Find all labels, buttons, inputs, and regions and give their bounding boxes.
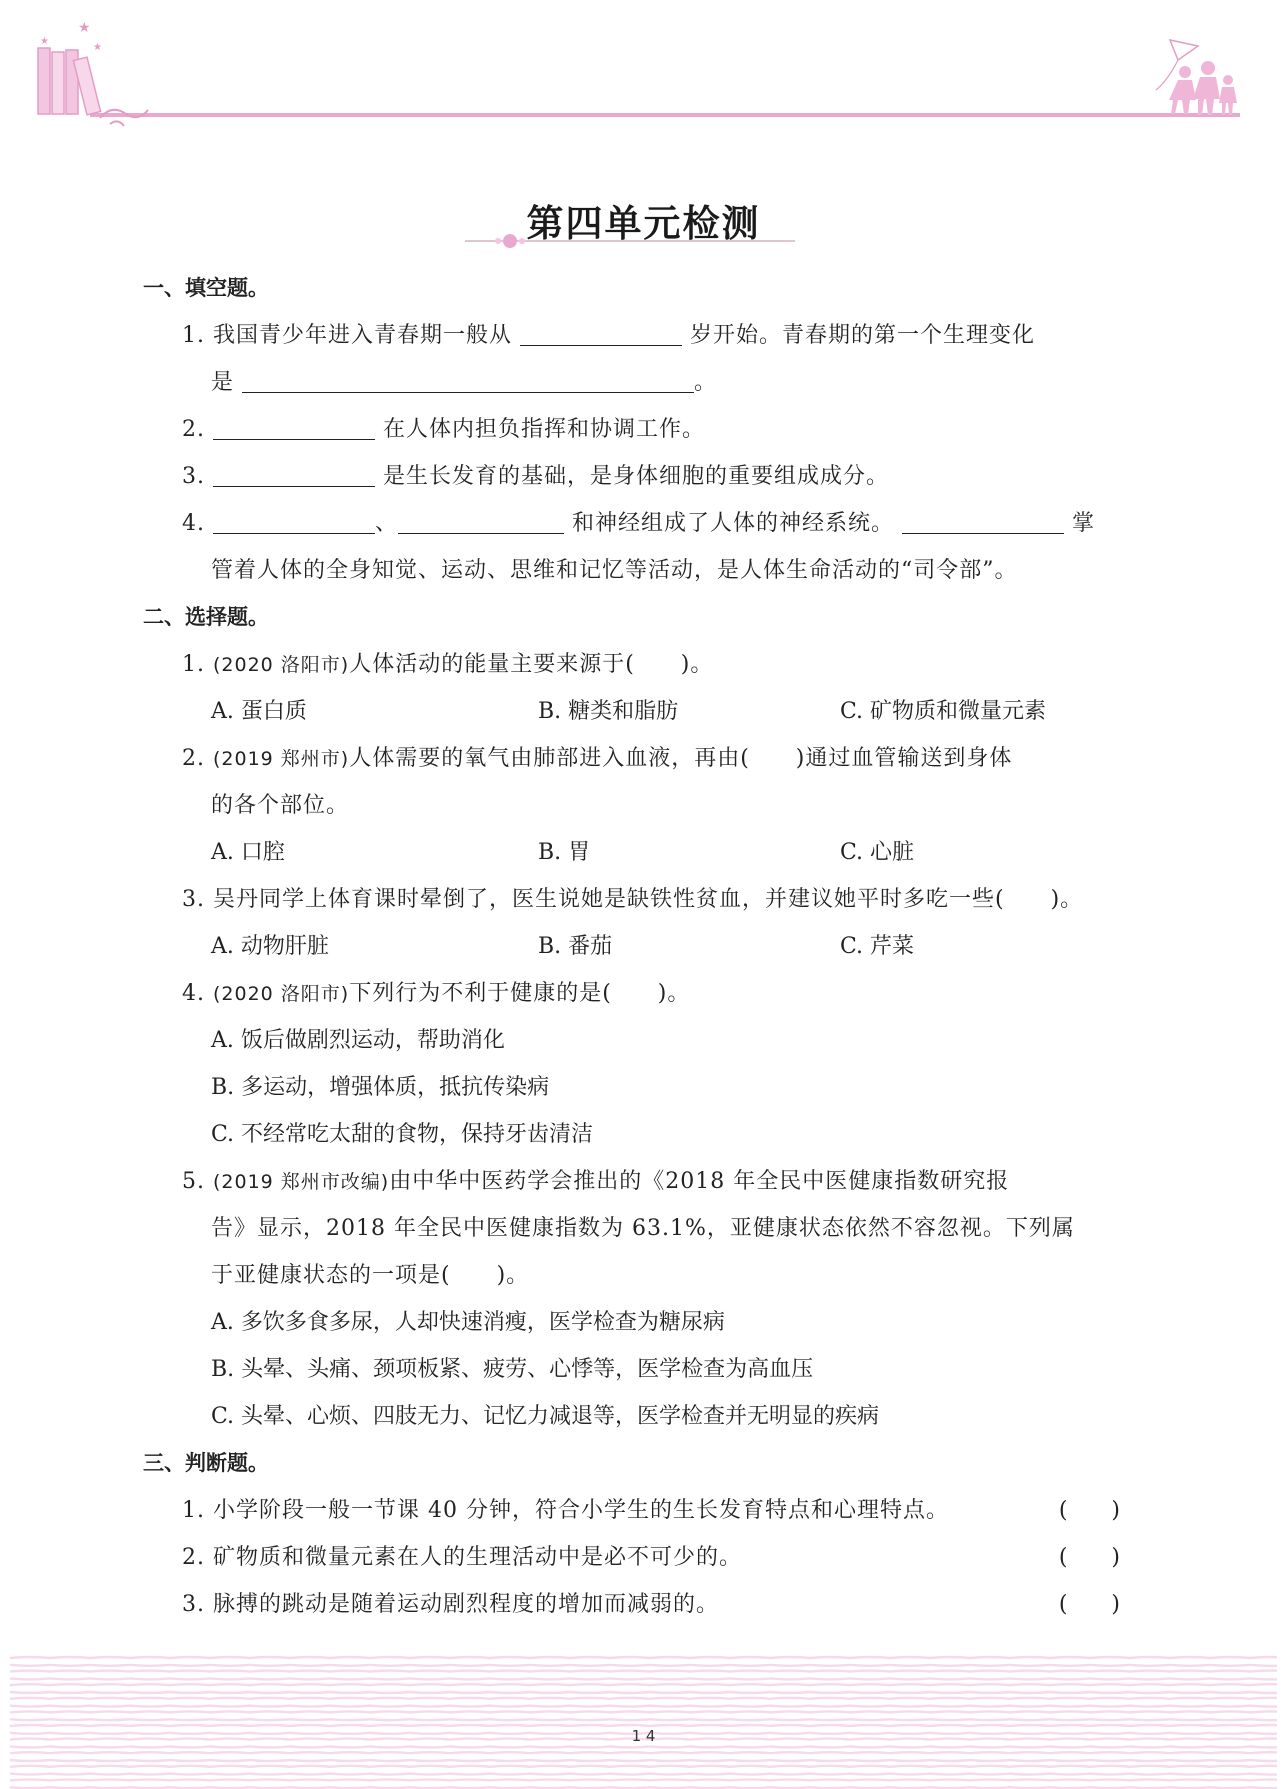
- footer-stripe: [10, 1766, 1277, 1767]
- section-heading-judge: 三、判断题。: [143, 1451, 269, 1475]
- choice-options-3: [143, 923, 1120, 970]
- svg-text:★: ★: [78, 20, 91, 36]
- fill-question-1-cont: 是 。: [143, 359, 1120, 406]
- judge-question-3: 3. 脉搏的跳动是随着运动剧烈程度的增加而减弱的。 ( ): [143, 1581, 1120, 1628]
- page-number: 1 4: [631, 1727, 656, 1745]
- answer-blank[interactable]: [213, 505, 375, 534]
- title-underline-decoration: [465, 228, 795, 254]
- option-c[interactable]: C. 头晕、心烦、四肢无力、记忆力减退等，医学检查并无明显的疾病: [211, 1404, 880, 1429]
- footer-stripe: [10, 1752, 1277, 1753]
- fill-question-4: 4. 、 和神经组成了人体的神经系统。 掌: [143, 500, 1120, 547]
- footer-stripe: [10, 1774, 1277, 1775]
- footer-stripe: [10, 1684, 1277, 1685]
- choice-options-1: [143, 688, 1120, 735]
- answer-parentheses[interactable]: ( ): [1058, 1545, 1120, 1570]
- footer-stripe: [10, 1787, 1277, 1788]
- judge-question-1: 1. 小学阶段一般一节课 40 分钟，符合小学生的生长发育特点和心理特点。 ( ): [143, 1487, 1120, 1534]
- answer-blank[interactable]: [213, 411, 375, 440]
- choice-question-2-cont: 的各个部位。: [211, 793, 350, 818]
- option-c[interactable]: C. 不经常吃太甜的食物，保持牙齿清洁: [211, 1122, 594, 1147]
- footer-stripe: [10, 1706, 1277, 1707]
- worksheet-content: [143, 265, 1120, 1628]
- fill-question-4-cont: 管着人体的全身知觉、运动、思维和记忆等活动，是人体生命活动的“司令部”。: [211, 558, 1018, 583]
- answer-blank[interactable]: [902, 505, 1064, 534]
- footer-stripe: [10, 1779, 1277, 1780]
- svg-text:★: ★: [93, 42, 102, 53]
- choice-question-2: 2. (2019 郑州市)人体需要的氧气由肺部进入血液，再由( )通过血管输送到身体: [182, 746, 1013, 771]
- footer-stripe: [10, 1665, 1277, 1666]
- choice-question-5: 5. (2019 郑州市改编)由中华中医药学会推出的《2018 年全民中医健康指数研究报: [182, 1169, 1010, 1194]
- choice-question-1: 1. (2020 洛阳市)人体活动的能量主要来源于( )。: [182, 652, 714, 677]
- option-a[interactable]: A. 蛋白质: [211, 699, 307, 724]
- option-a[interactable]: A. 饭后做剧烈运动，帮助消化: [211, 1028, 505, 1053]
- svg-text:★: ★: [40, 36, 49, 47]
- answer-blank[interactable]: [242, 364, 694, 393]
- option-a[interactable]: A. 多饮多食多尿，人却快速消瘦，医学检查为糖尿病: [211, 1310, 725, 1335]
- footer-stripe: [10, 1671, 1277, 1672]
- option-b[interactable]: B. 多运动，增强体质，抵抗传染病: [211, 1075, 550, 1100]
- fill-question-1: 1. 我国青少年进入青春期一般从 岁开始。青春期的第一个生理变化: [143, 312, 1120, 359]
- option-b[interactable]: B. 头晕、头痛、颈项板紧、疲劳、心悸等，医学检查为高血压: [211, 1357, 814, 1382]
- option-a[interactable]: A. 动物肝脏: [211, 934, 329, 959]
- page-title: 第四单元检测: [526, 202, 761, 245]
- fill-question-2: 2. 在人体内担负指挥和协调工作。: [143, 406, 1120, 453]
- section-heading-choice: 二、选择题。: [143, 605, 269, 629]
- option-c[interactable]: C. 芹菜: [840, 934, 915, 959]
- option-b[interactable]: B. 胃: [538, 840, 591, 865]
- question-source: (2019 郑州市改编): [213, 1171, 390, 1193]
- footer-stripe: [10, 1692, 1277, 1693]
- footer-stripe: [10, 1698, 1277, 1699]
- question-source: (2020 洛阳市): [213, 654, 350, 676]
- footer-stripe: [10, 1725, 1277, 1726]
- footer-stripe: [10, 1657, 1277, 1658]
- judge-question-2: 2. 矿物质和微量元素在人的生理活动中是必不可少的。 ( ): [143, 1534, 1120, 1581]
- question-source: (2020 洛阳市): [213, 983, 350, 1005]
- footer-stripe: [10, 1719, 1277, 1720]
- option-b[interactable]: B. 糖类和脂肪: [538, 699, 679, 724]
- answer-parentheses[interactable]: ( ): [1058, 1592, 1120, 1617]
- choice-question-5-cont: 告》显示，2018 年全民中医健康指数为 63.1%，亚健康状态依然不容忽视。下列属: [211, 1216, 1075, 1241]
- footer-stripe: [10, 1760, 1277, 1761]
- choice-question-4: 4. (2020 洛阳市)下列行为不利于健康的是( )。: [182, 981, 691, 1006]
- question-source: (2019 郑州市): [213, 748, 350, 770]
- fill-question-3: 3. 是生长发育的基础，是身体细胞的重要组成成分。: [143, 453, 1120, 500]
- answer-blank[interactable]: [520, 317, 682, 346]
- footer-stripe: [10, 1678, 1277, 1679]
- answer-blank[interactable]: [213, 458, 375, 487]
- header-decoration: [0, 0, 1287, 140]
- footer-stripe: [10, 1746, 1277, 1747]
- option-c[interactable]: C. 心脏: [840, 840, 915, 865]
- answer-parentheses[interactable]: ( ): [1058, 1498, 1120, 1523]
- footer-stripe: [10, 1711, 1277, 1712]
- option-b[interactable]: B. 番茄: [538, 934, 613, 959]
- books-icon: [38, 20, 148, 126]
- option-a[interactable]: A. 口腔: [211, 840, 285, 865]
- choice-question-5-cont: 于亚健康状态的一项是( )。: [211, 1263, 530, 1288]
- section-heading-fill: 一、填空题。: [143, 276, 269, 300]
- answer-blank[interactable]: [398, 505, 564, 534]
- option-c[interactable]: C. 矿物质和微量元素: [840, 699, 1047, 724]
- choice-options-2: [143, 829, 1120, 876]
- footer-stripes-decoration: [10, 1654, 1277, 1789]
- children-kite-icon: [1156, 40, 1237, 115]
- choice-question-3: 3. 吴丹同学上体育课时晕倒了，医生说她是缺铁性贫血，并建议她平时多吃一些( )。: [182, 887, 1084, 912]
